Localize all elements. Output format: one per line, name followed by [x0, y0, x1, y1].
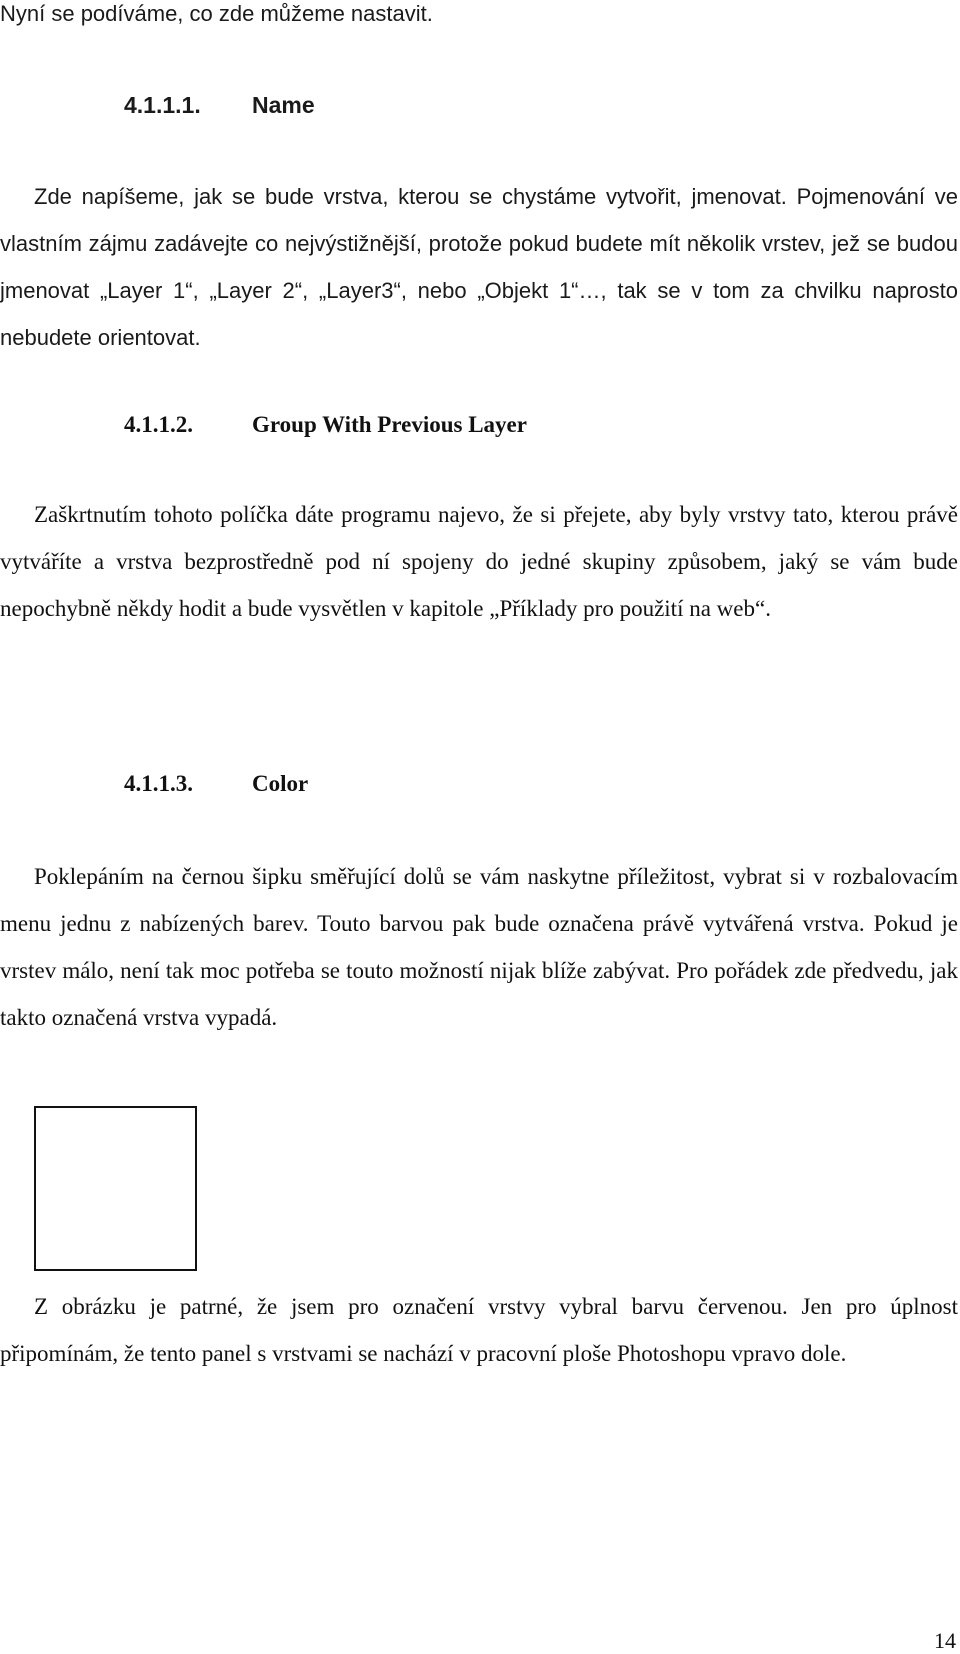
closing-paragraph: Z obrázku je patrné, že jsem pro označení vrstvy vybral barvu červenou. Jen pro úplnost připomínám, že tento panel s vrstvami se nachází v pracovní ploše Photoshopu vpravo dole. — [0, 1294, 958, 1366]
section-number: 4.1.1.2. — [124, 412, 193, 437]
section-number: 4.1.1.3. — [124, 771, 193, 796]
section-title: Name — [252, 92, 315, 118]
color-paragraph: Poklepáním na černou šipku směřující dolů se vám naskytne příležitost, vybrat si v rozbalovacím menu jednu z nabízených barev. Touto barvou pak bude označena právě vytvářená vrstva. Pokud je vrstev málo, není tak moc potřeba se touto možností nijak blíže zabývat. Pro pořádek zde předvedu, jak takto označená vrstva vypadá. — [0, 864, 958, 1030]
section-title: Group With Previous Layer — [252, 412, 527, 437]
section-title: Color — [252, 771, 309, 796]
layer-figure-placeholder — [34, 1106, 197, 1271]
section-heading-group-with-previous-layer — [124, 410, 527, 440]
group-paragraph: Zaškrtnutím tohoto políčka dáte programu najevo, že si přejete, aby byly vrstvy tato, kterou právě vytváříte a vrstva bezprostředně pod ní spojeny do jedné skupiny způsobem, jaký se vám bude nepochybně někdy hodit a bude vysvětlen v kapitole „Příklady pro použití na web“. — [0, 502, 958, 621]
name-paragraph: Zde napíšeme, jak se bude vrstva, kterou se chystáme vytvořit, jmenovat. Pojmenování ve vlastním zájmu zadávejte co nejvýstižnější, protože pokud budete mít několik vrstev, jež se budou jmenovat „Layer 1“, „Layer 2“, „Layer3“, nebo „Objekt 1“…, tak se v tom za chvilku naprosto nebudete orientovat. — [0, 184, 958, 350]
intro-text: Nyní se podíváme, co zde můžeme nastavit. — [0, 1, 433, 26]
section-number: 4.1.1.1. — [124, 92, 201, 118]
page-number: 14 — [934, 1628, 956, 1653]
section-heading-name — [124, 90, 315, 120]
section-heading-color — [124, 769, 308, 799]
